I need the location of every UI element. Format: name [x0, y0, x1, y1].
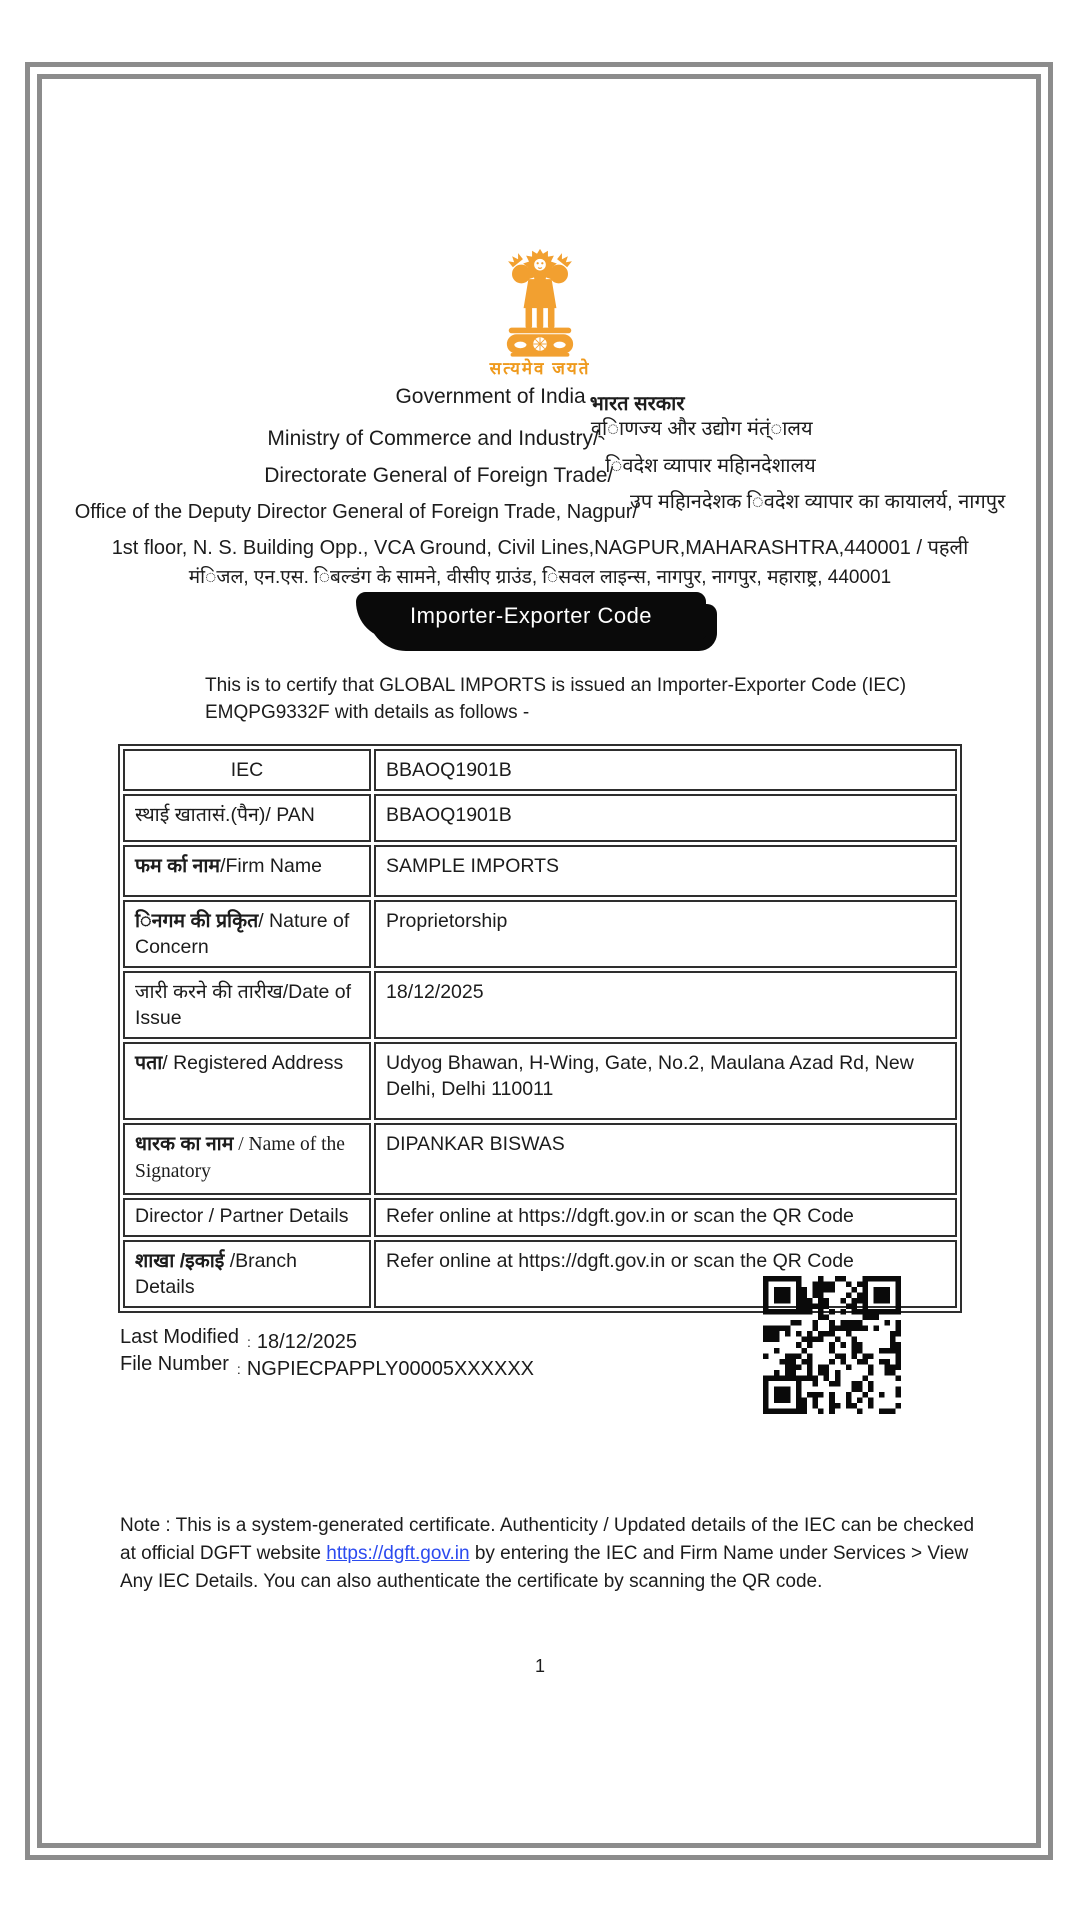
office-hi: उप महिानदेशक िवदेश व्यापार का कायालर्य, नागपुर — [629, 491, 1006, 513]
last-modified-label: Last Modified — [120, 1326, 239, 1348]
table-row — [123, 1123, 957, 1195]
certificate-meta — [120, 1326, 534, 1380]
certification-line2: EMQPG9332F with details as follows - — [205, 702, 530, 723]
certification-text — [205, 672, 935, 726]
row-label-en: Director / Partner Details — [135, 1205, 349, 1227]
gov-of-india-hi: भारत सरकार — [589, 393, 685, 415]
table-row — [123, 900, 957, 968]
table-row — [123, 1042, 957, 1120]
row-value: Refer online at https://dgft.gov.in or scan the QR Code — [386, 1205, 854, 1227]
row-value: Refer online at https://dgft.gov.in or scan the QR Code — [386, 1250, 854, 1272]
row-label-en: /Date of Issue — [135, 981, 352, 1029]
note-text-pre: Note : This is a system-generated certificate. Authenticity / Updated details of the IEC can be checked at official DGFT website — [120, 1515, 975, 1564]
table-row — [123, 794, 957, 842]
row-value: 18/12/2025 — [386, 981, 484, 1003]
banner-title: Importer-Exporter Code — [409, 602, 653, 628]
office-en: Office of the Deputy Director General of Foreign Trade, Nagpur/ — [74, 501, 638, 523]
office-address-en: 1st floor, N. S. Building Opp., VCA Ground, Civil Lines,NAGPUR,MAHARASHTRA,440001 / पहली — [111, 537, 969, 559]
dgft-line — [0, 455, 1080, 488]
row-label-hi: शाखा /इकाई — [135, 1250, 225, 1272]
note-text-post: by entering the IEC and Firm Name under Services > View Any IEC Details. You can also authenticate the certificate by scanning the QR code. — [120, 1543, 969, 1592]
file-number-value: NGPIECPAPPLY00005XXXXXX — [246, 1358, 534, 1380]
row-label-en: / Registered Address — [162, 1052, 344, 1074]
satyameva-jayate-motto: सत्यमेव जयते — [489, 359, 591, 378]
row-value: SAMPLE IMPORTS — [386, 855, 560, 877]
iec-details-table — [118, 744, 962, 1313]
government-of-india-line — [0, 382, 1080, 415]
dgft-hi: िवदेश व्यापार महिानदेशालय — [605, 455, 816, 477]
row-label-en: /Branch Details — [135, 1250, 297, 1298]
table-row — [123, 1198, 957, 1237]
footer-note — [120, 1512, 988, 1596]
row-label-en: / Nature of Concern — [135, 910, 350, 958]
office-address-hi: मंिजल, एन.एस. िबल्डंग के सामने, वीसीए ग्राउंड, िसवल लाइन्स, नागपुर, नागपुर, महाराष्ट्र, 440001 — [188, 567, 892, 588]
row-label-hi: िनगम की प्रकृित — [135, 910, 259, 932]
row-value: BBAOQ1901B — [386, 804, 512, 826]
row-label: IEC — [230, 759, 264, 781]
file-number-row: File Number $_:$ NGPIECPAPPLY00005XXXXXX — [120, 1353, 534, 1380]
table-row — [123, 845, 957, 897]
row-label-en: / Name of the Signatory — [135, 1134, 345, 1182]
ministry-en: Ministry of Commerce and Industry/ — [267, 427, 599, 450]
row-label-hi: धारक का नाम — [135, 1133, 234, 1155]
office-line — [0, 491, 1080, 524]
qr-code — [763, 1276, 901, 1414]
row-label-en: /Firm Name — [220, 855, 322, 877]
ministry-hi: व्िाणज्य और उद्योग मंत्ंालय — [590, 418, 813, 440]
row-label-hi: स्थाई खातासं.(पैन) — [135, 804, 266, 826]
importer-exporter-code-banner — [356, 592, 706, 639]
table-row — [123, 971, 957, 1039]
ministry-line — [0, 418, 1080, 451]
dgft-en: Directorate General of Foreign Trade/ — [264, 464, 614, 487]
row-value: DIPANKAR BISWAS — [386, 1133, 565, 1155]
row-label-hi: पता — [135, 1052, 163, 1074]
row-value: Proprietorship — [386, 910, 508, 932]
row-value: BBAOQ1901B — [386, 759, 512, 781]
row-label-hi: जारी करने की तारीख — [135, 981, 283, 1003]
last-modified-row: Last Modified $_:$ 18/12/2025 — [120, 1326, 357, 1353]
row-value: Udyog Bhawan, H-Wing, Gate, No.2, Maulana Azad Rd, New Delhi, Delhi 110011 — [386, 1052, 914, 1100]
page-number: 1 — [534, 1656, 545, 1676]
gov-of-india-en: Government of India — [395, 385, 586, 408]
dgft-website-link[interactable]: https://dgft.gov.in — [326, 1543, 470, 1564]
file-number-label: File Number — [120, 1353, 229, 1375]
certification-line1: This is to certify that GLOBAL IMPORTS is issued an Importer-Exporter Code (IEC) — [205, 675, 907, 696]
last-modified-value: 18/12/2025 — [256, 1331, 357, 1353]
row-label-en: / PAN — [265, 804, 315, 826]
national-emblem-icon — [497, 246, 583, 358]
row-label-hi: फम र्का नाम — [135, 855, 221, 877]
table-row — [123, 749, 957, 791]
